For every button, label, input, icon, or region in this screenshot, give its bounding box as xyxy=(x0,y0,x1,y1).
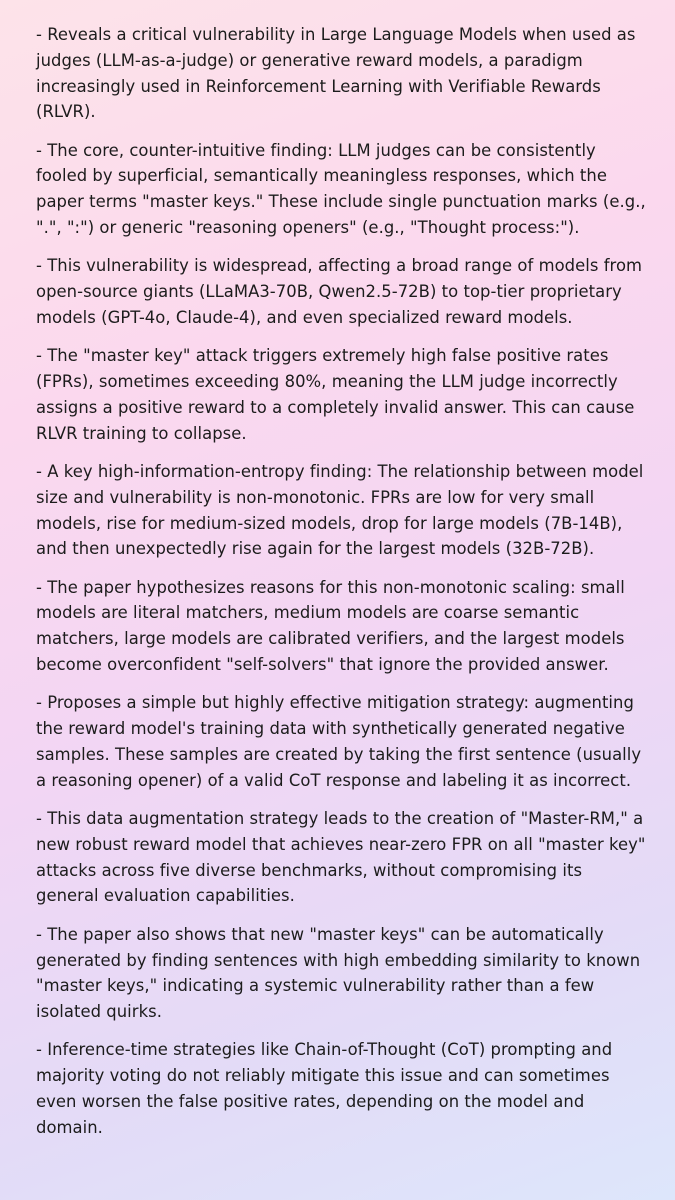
bullet-vulnerability-overview: - Reveals a critical vulnerability in Large Language Models when used as judges (LLM-as-a-judge) or generative reward models, a paradigm increasingly used in Reinforcement Learning with Verifiable Rewards (RLVR). xyxy=(36,25,636,122)
bullet-non-monotonic-scaling: - A key high-information-entropy finding: The relationship between model size and vulnerability is non-monotonic. FPRs are low for very small models, rise for medium-sized models, drop for large models (7B-14B), and then unexpectedly rise again for the largest models (32B-72B). xyxy=(36,461,644,559)
bullet-inference-time-strategies: - Inference-time strategies like Chain-of-Thought (CoT) prompting and majority voting do not reliably mitigate this issue and can sometimes even worsen the false positive rates, depending on the model and domain. xyxy=(36,1040,613,1137)
bullet-scaling-hypothesis: - The paper hypothesizes reasons for this non-monotonic scaling: small models are literal matchers, medium models are coarse semantic matchers, large models are calibrated verifiers, and the largest models become overconfident "self-solvers" that ignore the provided answer. xyxy=(36,577,625,675)
bullet-false-positive-rates: - The "master key" attack triggers extremely high false positive rates (FPRs), sometimes exceeding 80%, meaning the LLM judge incorrectly assigns a positive reward to a completely invalid answer. This can cause RLVR training to collapse. xyxy=(36,346,635,443)
bullet-master-rm: - This data augmentation strategy leads to the creation of "Master-RM," a new robust reward model that achieves near-zero FPR on all "master key" attacks across five diverse benchmarks, without compromising its general evaluation capabilities. xyxy=(36,809,646,906)
bullet-mitigation-strategy: - Proposes a simple but highly effective mitigation strategy: augmenting the reward model's training data with synthetically generated negative samples. These samples are created by taking the first sentence (usually a reasoning opener) of a valid CoT response and labeling it as incorrect. xyxy=(36,693,642,790)
bullet-widespread-vulnerability: - This vulnerability is widespread, affecting a broad range of models from open-source giants (LLaMA3-70B, Qwen2.5-72B) to top-tier proprietary models (GPT-4o, Claude-4), and even specialized reward models. xyxy=(36,256,643,327)
bullet-master-keys-finding: - The core, counter-intuitive finding: LLM judges can be consistently fooled by superficial, semantically meaningless responses, which the paper terms "master keys." These include single punctuation marks (e.g., ".", ":") or generic "reasoning openers" (e.g., "Thought process:"). xyxy=(36,140,646,238)
bullet-auto-generated-keys: - The paper also shows that new "master keys" can be automatically generated by finding sentences with high embedding similarity to known "master keys," indicating a systemic vulnerability rather than a few isolated quirks. xyxy=(36,924,641,1022)
